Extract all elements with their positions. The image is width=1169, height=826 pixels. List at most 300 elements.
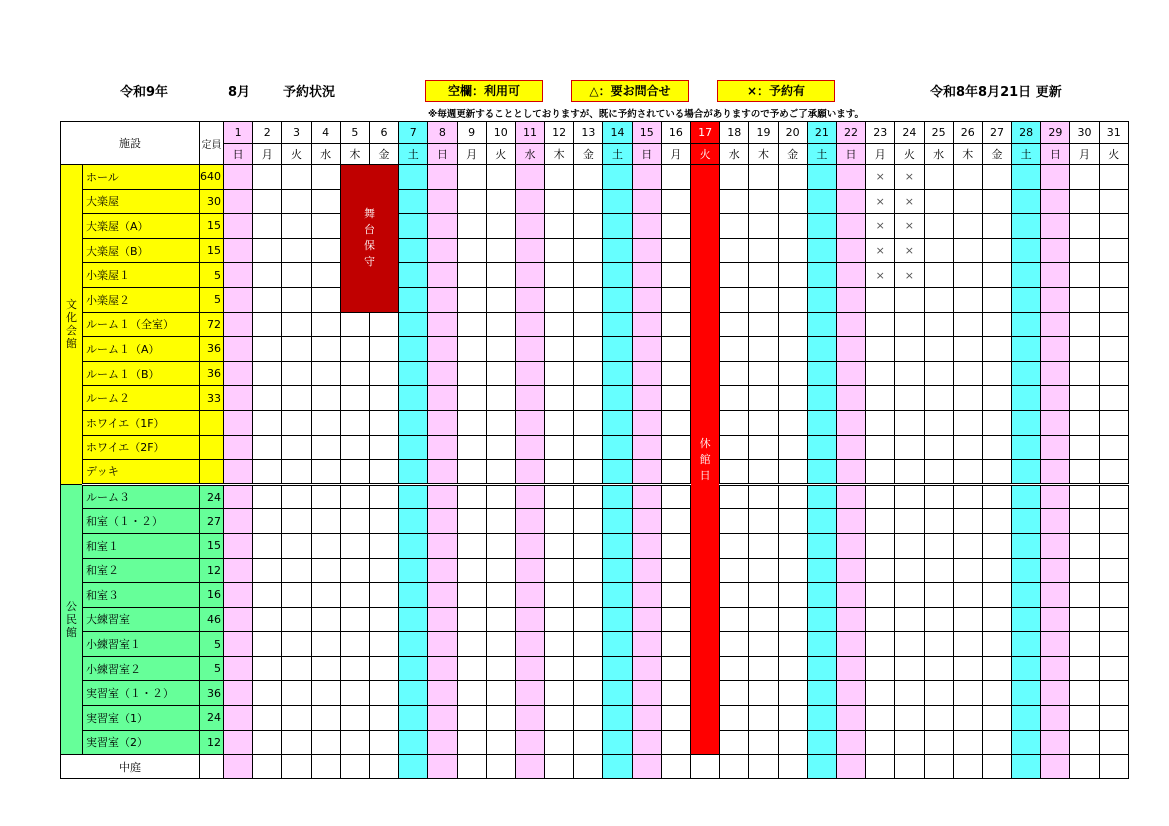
reservation-cell [1041,337,1070,362]
reservation-cell [311,755,340,779]
reservation-cell [691,755,720,779]
reservation-cell [311,361,340,386]
reservation-cell [778,558,807,583]
reservation-cell [399,386,428,411]
reservation-cell [720,558,749,583]
reservation-cell [1041,484,1070,509]
reservation-cell [807,583,836,608]
capacity-value: 72 [200,312,224,337]
weekday-label: 金 [369,144,398,165]
reservation-cell [457,165,486,190]
facility-name: 小練習室２ [83,656,200,681]
reservation-cell [224,632,253,657]
facility-name: ルーム１（A） [83,337,200,362]
reservation-cell [866,558,895,583]
reservation-cell [1099,214,1128,239]
legend-reserved: ×：予約有 [717,80,835,102]
reservation-cell [457,460,486,485]
reservation-cell [632,583,661,608]
reservation-cell [866,386,895,411]
reservation-cell [340,730,369,755]
reservation-cell [953,533,982,558]
reservation-cell [866,533,895,558]
facility-name: ルーム１（全室） [83,312,200,337]
reservation-cell [486,386,515,411]
reservation-cell [1070,238,1099,263]
day-number: 26 [953,122,982,144]
reservation-cell [720,214,749,239]
reservation-cell [574,656,603,681]
reservation-cell [282,214,311,239]
reservation-cell [603,484,632,509]
reservation-cell [574,361,603,386]
reservation-cell [428,238,457,263]
reservation-cell [603,312,632,337]
reservation-cell [224,533,253,558]
reservation-cell [778,730,807,755]
weekday-label: 日 [632,144,661,165]
reservation-cell [428,558,457,583]
reservation-cell [836,730,865,755]
reservation-cell [895,361,924,386]
reservation-cell [1041,287,1070,312]
reservation-cell [661,509,690,534]
reservation-cell [749,681,778,706]
reservation-cell [340,312,369,337]
day-number: 24 [895,122,924,144]
reservation-cell [603,681,632,706]
facility-name: 大練習室 [83,607,200,632]
reservation-cell [515,730,544,755]
reservation-cell [836,214,865,239]
reservation-cell [311,312,340,337]
reservation-cell [428,533,457,558]
reservation-cell [545,386,574,411]
reservation-cell [282,238,311,263]
reservation-cell [895,730,924,755]
reservation-cell [778,263,807,288]
reservation-cell [603,337,632,362]
reservation-cell [720,632,749,657]
reservation-cell [1070,287,1099,312]
reservation-cell [924,681,953,706]
reservation-cell [224,165,253,190]
day-number: 22 [836,122,865,144]
reservation-cell [515,755,544,779]
reservation-cell [486,312,515,337]
day-number: 27 [982,122,1011,144]
day-number: 3 [282,122,311,144]
reservation-cell [311,165,340,190]
reservation-cell [603,238,632,263]
reservation-cell [749,410,778,435]
reservation-cell [545,558,574,583]
reservation-cell [632,189,661,214]
reservation-cell [515,558,544,583]
reservation-cell [1070,312,1099,337]
reservation-cell [253,509,282,534]
reservation-cell [720,337,749,362]
reservation-cell [399,484,428,509]
reservation-cell [720,410,749,435]
reservation-cell [632,410,661,435]
reservation-cell [311,656,340,681]
reservation-cell [895,681,924,706]
reservation-cell [632,681,661,706]
weekday-label: 水 [720,144,749,165]
reservation-cell [661,287,690,312]
reservation-cell [778,165,807,190]
day-number: 7 [399,122,428,144]
reservation-cell [982,410,1011,435]
reservation-cell [807,312,836,337]
reservation-cell [749,656,778,681]
reservation-cell [661,656,690,681]
reservation-cell [720,509,749,534]
weekday-label: 金 [982,144,1011,165]
reservation-cell [545,706,574,731]
reservation-cell [369,386,398,411]
reservation-cell [661,484,690,509]
reservation-cell [224,755,253,779]
reservation-cell [574,681,603,706]
reservation-cell [282,287,311,312]
reservation-cell [807,361,836,386]
reservation-cell [778,607,807,632]
reservation-cell [982,558,1011,583]
reservation-cell [457,656,486,681]
reservation-cell [399,312,428,337]
reservation-cell [836,484,865,509]
reservation-cell [399,706,428,731]
reservation-cell [1070,607,1099,632]
reservation-cell [224,730,253,755]
reservation-cell [311,386,340,411]
reservation-cell [253,287,282,312]
reservation-cell [428,706,457,731]
reservation-cell [574,706,603,731]
reservation-cell [603,214,632,239]
reservation-cell [1070,706,1099,731]
weekday-label: 日 [428,144,457,165]
reservation-cell [428,435,457,460]
capacity-value: 24 [200,484,224,509]
reservation-cell [1099,730,1128,755]
reservation-cell [1012,632,1041,657]
reservation-cell [428,460,457,485]
capacity-header: 定員 [200,122,224,165]
reservation-cell [953,214,982,239]
reservation-cell [457,312,486,337]
reservation-cell [457,386,486,411]
reservation-cell [545,165,574,190]
reservation-cell [340,607,369,632]
reservation-cell [399,238,428,263]
reservation-cell [982,484,1011,509]
reservation-cell [399,410,428,435]
reservation-cell [428,410,457,435]
reservation-cell [982,656,1011,681]
weekday-label: 木 [340,144,369,165]
weekday-label: 土 [399,144,428,165]
reservation-cell [369,312,398,337]
reservation-cell [545,410,574,435]
reservation-cell [982,337,1011,362]
weekday-label: 金 [574,144,603,165]
reservation-cell [311,337,340,362]
reservation-cell [486,681,515,706]
reservation-cell [282,607,311,632]
reservation-cell [1041,533,1070,558]
reservation-cell [895,533,924,558]
reservation-cell [836,189,865,214]
reservation-cell [836,509,865,534]
reservation-cell [545,583,574,608]
reservation-cell [545,730,574,755]
reservation-cell [545,287,574,312]
reservation-cell [574,189,603,214]
reservation-cell [924,263,953,288]
reservation-cell [311,558,340,583]
reservation-cell [428,583,457,608]
reservation-cell [632,386,661,411]
reservation-cell [1041,263,1070,288]
reservation-cell [1041,312,1070,337]
reservation-cell [866,287,895,312]
reservation-cell [866,656,895,681]
reservation-cell [545,755,574,779]
reservation-cell [369,632,398,657]
reservation-cell [224,607,253,632]
reservation-cell [486,460,515,485]
reservation-cell [1041,706,1070,731]
reservation-cell [428,730,457,755]
reservation-cell [603,533,632,558]
reservation-cell [282,583,311,608]
weekday-label: 日 [224,144,253,165]
reservation-cell [866,435,895,460]
reservation-cell [924,583,953,608]
capacity-value: 36 [200,337,224,362]
reservation-cell [603,509,632,534]
reservation-cell [807,607,836,632]
capacity-value: 33 [200,386,224,411]
reservation-cell [515,583,544,608]
reservation-cell [866,583,895,608]
reservation-cell [1041,730,1070,755]
reservation-cell [720,386,749,411]
reservation-cell [457,632,486,657]
reservation-cell [807,386,836,411]
reservation-cell [749,730,778,755]
reservation-cell [749,583,778,608]
reservation-cell [661,607,690,632]
reservation-cell [1041,386,1070,411]
reservation-cell [515,435,544,460]
reservation-cell [1070,730,1099,755]
reservation-cell [515,238,544,263]
reservation-cell [340,484,369,509]
reservation-cell [778,189,807,214]
reservation-cell [1012,730,1041,755]
reservation-cell [1099,189,1128,214]
reservation-cell [224,386,253,411]
reservation-cell [282,435,311,460]
reservation-cell [1070,533,1099,558]
reservation-cell [486,263,515,288]
reservation-cell [866,312,895,337]
facility-name: ホール [83,165,200,190]
reservation-cell [661,435,690,460]
reservation-cell [749,755,778,779]
reservation-cell [399,583,428,608]
reservation-cell [1012,287,1041,312]
reservation-cell [953,312,982,337]
group-label: 公 民 館 [61,484,83,755]
reservation-cell [282,189,311,214]
reservation-cell [253,730,282,755]
reservation-cell [661,238,690,263]
reservation-cell [486,607,515,632]
reservation-cell [253,337,282,362]
reservation-cell [1099,361,1128,386]
reservation-cell [720,656,749,681]
weekday-label: 月 [253,144,282,165]
facility-header: 施設 [61,122,200,165]
reservation-cell [661,730,690,755]
reservation-cell [515,706,544,731]
reservation-cell [778,214,807,239]
reservation-cell [457,607,486,632]
reservation-cell [778,460,807,485]
reservation-cell [661,410,690,435]
reservation-cell [866,607,895,632]
reservation-cell [399,165,428,190]
reservation-cell [253,460,282,485]
reservation-cell [749,337,778,362]
reservation-cell [603,435,632,460]
reservation-cell [749,607,778,632]
reservation-cell [486,730,515,755]
reservation-cell [515,460,544,485]
reservation-cell [399,214,428,239]
reservation-cell [486,533,515,558]
reservation-cell [311,681,340,706]
reservation-cell [1041,361,1070,386]
capacity-value: 5 [200,632,224,657]
reservation-cell [720,287,749,312]
reservation-cell [982,214,1011,239]
reservation-cell [1012,238,1041,263]
reservation-cell [1099,435,1128,460]
reservation-cell [224,681,253,706]
reservation-cell [340,509,369,534]
reservation-cell [807,460,836,485]
reservation-cell [603,460,632,485]
reservation-cell [1099,263,1128,288]
reservation-cell [953,189,982,214]
capacity-value: 15 [200,533,224,558]
reservation-cell [253,484,282,509]
reservation-cell [515,656,544,681]
reservation-cell [836,706,865,731]
reservation-cell [807,165,836,190]
reservation-cell [1070,509,1099,534]
reservation-cell [340,337,369,362]
reservation-cell [1099,287,1128,312]
reservation-cell [720,533,749,558]
reservation-cell [457,435,486,460]
capacity-value: 27 [200,509,224,534]
reservation-cell [224,656,253,681]
reservation-cell [457,755,486,779]
weekday-label: 土 [807,144,836,165]
reservation-cell [224,460,253,485]
reservation-cell [253,632,282,657]
reservation-cell [311,484,340,509]
reservation-cell [574,755,603,779]
reservation-cell [720,238,749,263]
reservation-cell [1012,706,1041,731]
day-number: 15 [632,122,661,144]
reservation-cell [282,558,311,583]
reservation-cell [545,361,574,386]
reservation-cell [545,460,574,485]
reservation-cell [924,214,953,239]
day-number: 2 [253,122,282,144]
reservation-cell [1012,337,1041,362]
reservation-cell [807,706,836,731]
reservation-cell [661,386,690,411]
reservation-cell [253,312,282,337]
reservation-cell [1041,435,1070,460]
reservation-cell [953,730,982,755]
reservation-cell [574,607,603,632]
reservation-cell [253,238,282,263]
reservation-cell [749,533,778,558]
reservation-cell [457,484,486,509]
capacity-value: 15 [200,214,224,239]
reservation-cell [632,263,661,288]
reservation-cell: × [866,238,895,263]
capacity-value: 24 [200,706,224,731]
facility-name: ルーム３ [83,484,200,509]
reservation-cell [399,755,428,779]
reservation-cell [895,583,924,608]
reservation-cell [982,386,1011,411]
reservation-cell [953,656,982,681]
reservation-cell [866,460,895,485]
reservation-cell [778,533,807,558]
reservation-cell [924,730,953,755]
facility-name: 小楽屋２ [83,287,200,312]
reservation-cell [515,632,544,657]
reservation-cell [982,681,1011,706]
reservation-cell [836,632,865,657]
reservation-cell [282,337,311,362]
reservation-cell [778,632,807,657]
reservation-cell [545,607,574,632]
reservation-cell [720,312,749,337]
reservation-cell [720,730,749,755]
reservation-cell [924,189,953,214]
reservation-cell [836,337,865,362]
reservation-cell [982,435,1011,460]
facility-name: 実習室（2） [83,730,200,755]
reservation-cell [369,583,398,608]
reservation-cell [1070,337,1099,362]
reservation-cell [545,533,574,558]
